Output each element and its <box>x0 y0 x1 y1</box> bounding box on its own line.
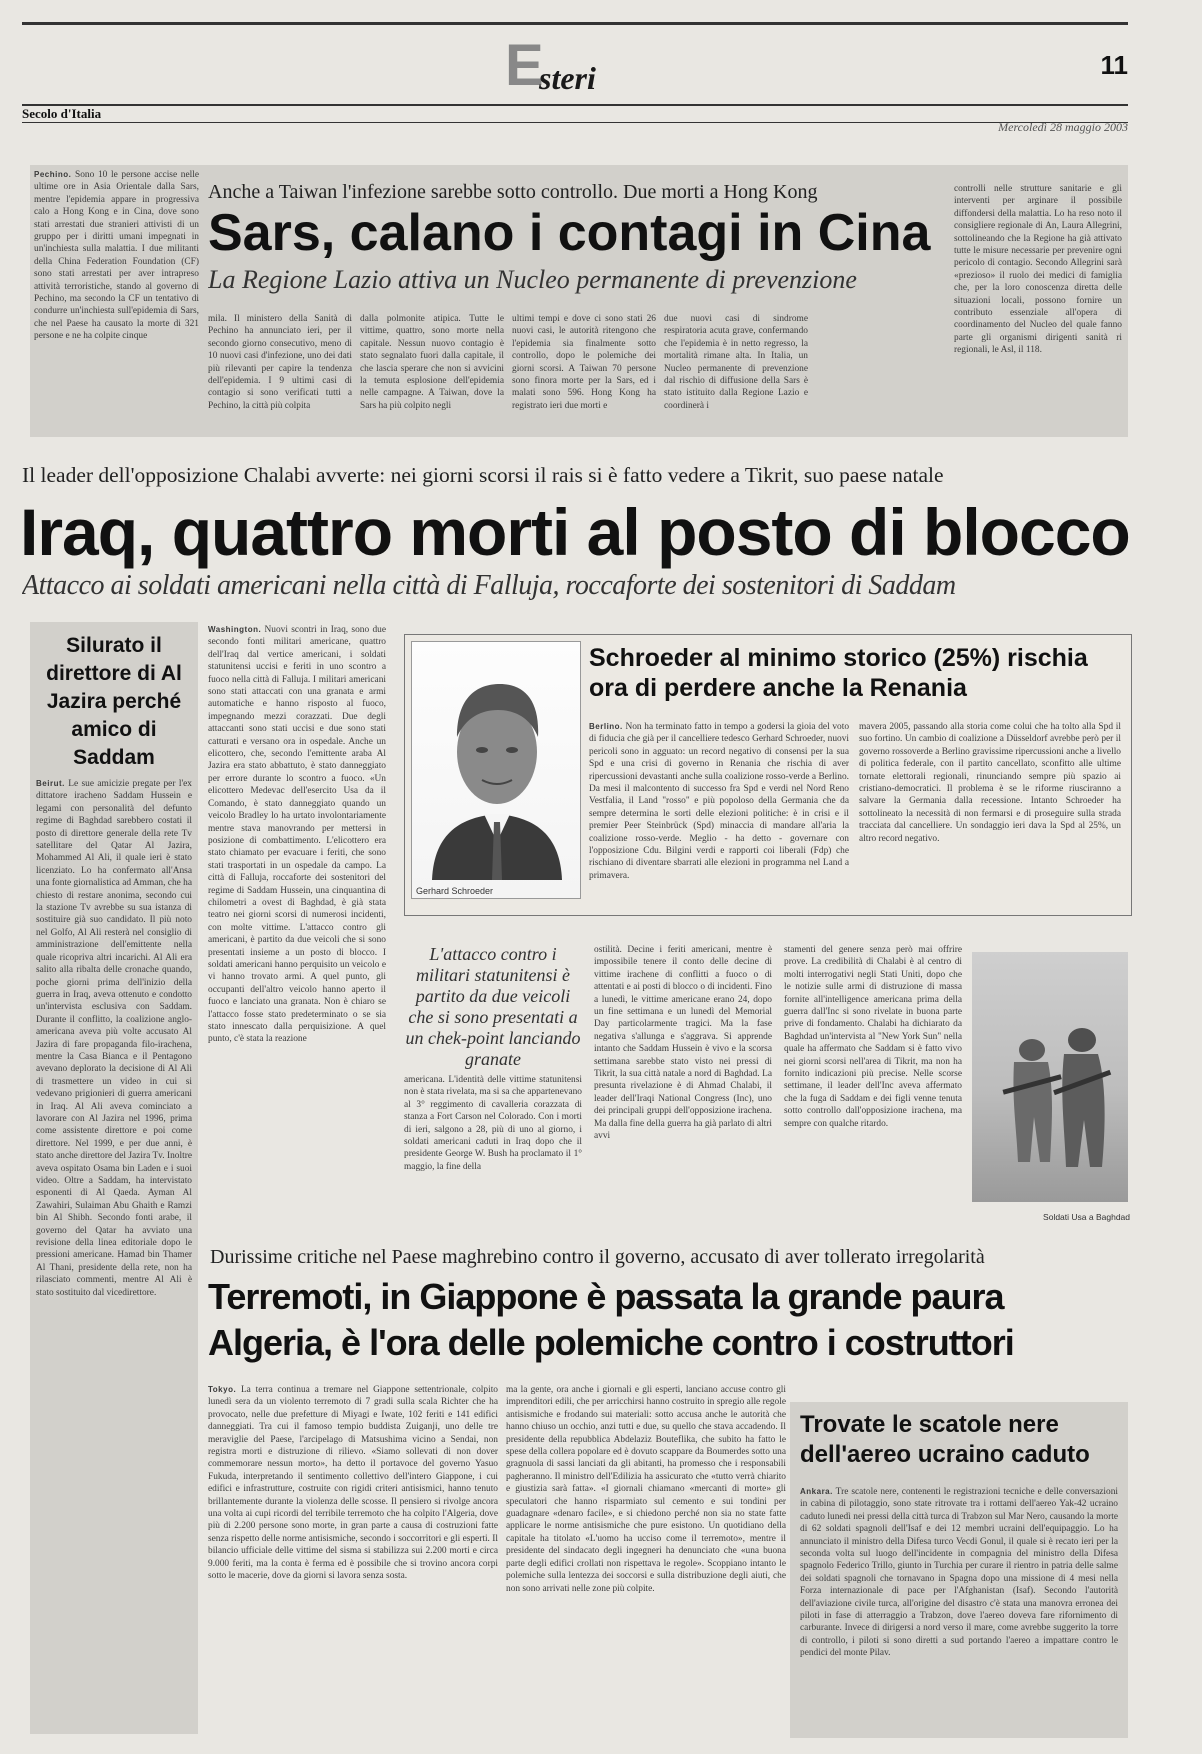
sars-col-4: due nuovi casi di sindrome respiratoria acuta grave, confermando che l'epidemia è in netto regresso, la mortalità rimane alta. In Italia, un Nucleo permanente di prevenzione dal rischio di diffusione della Sars è stato istituito dalla Regione Lazio e coordinerà i <box>664 314 808 411</box>
schroeder-col-1: Berlino. Non ha terminato fatto in tempo a godersi la gioia del voto di fiducia che già per il cancelliere tedesco Gerhard Schroeder, nuovi pericoli sono in agguato: un record negativo di consensi per la sua Spd e una crisi di governo in Renania che rischia di aver ripercussioni devastanti anche sulla coalizione rosso-verde a Berlino. Da mesi il malcontento di successo fra Spd e verdi nel Nord Reno Vestfalia, il Land "rosso" e più popoloso della Germania che da sempre determina le sorti delle elezioni politiche: è in crisi e il premier Peer Steinbrück (Spd) minaccia di mandare all'aria la coalizione rosso-verde. Meglio - ha detto - governare con l'opposizione Cdu. Bilgini verdi e rapporti coi liberali (Fdp) che rischiano di diventare sbarrati alle elezioni in programma nel Land a primavera. <box>589 722 849 881</box>
schroeder-portrait-icon <box>412 642 581 880</box>
schroeder-col-2: mavera 2005, passando alla storia come colui che ha tolto alla Spd il suo fortino. Un cambio di coalizione a Düsseldorf avrebbe però per il governo rossoverde a Berlino gravissime ripercussioni anche a livello di politica federale, con il partito cancellato, sconfitto alle ultime tornate elettorali regionali, rinunciando sempre più spazio ai cristiano-democratici. Il problema è se le riforme riusciranno a salvare la Germania dalla recessione. Intanto Schroeder ha sottolineato la necessità di non fermarsi e di proseguire sulla strada tracciata dal cancelliere. Un sondaggio ieri dava la Spd al 25%, un altro record negativo. <box>859 722 1121 844</box>
giappone-col-2: ma la gente, ora anche i giornali e gli esperti, lanciano accuse contro gli imprenditori edili, che per arricchirsi hanno costruito in spregio alle regole antisismiche e frodando sui materiali: sotto accusa anche le autorità che hanno chiuso un occhio, anzi tutti e due, su quello che stava accadendo. Il presidente della repubblica Abdelaziz Bouteflika, che subito ha fatto le spese della collera popolare ed è dovuto scappare da Boumerdes sotto una gragnuola di sassi lanciati da gli abitanti, ha promesso che i responsabili pagheranno. Il ministro dell'Edilizia ha assicurato che «tutto verrà chiarito e giustizia sarà fatta». «I giornali chiamano «mercanti di morte» gli speculatori che hanno risparmiato sul cemento e sui tondini per guadagnare «denaro facile», e si chiedono perché non sia no state fatte applicare le norme antisismiche che pure esistono. Un quotidiano della capitale ha titolato «L'uomo ha ucciso come il terremoto», mentre il presidente del sindacato degli ingegneri ha denunciato che «una buona parte degli edifici crollati non rispettava le regole». Scoppiano intanto le polemiche sulla lentezza dei soccorsi e sulla distribuzione degli aiuti, che non sono arrivati nelle zone più colpite. <box>506 1385 786 1594</box>
sars-side-text: Pechino. Sono 10 le persone accise nelle ultime ore in Asia Orientale dalla Sars, mentre l'epidemia appare in progressiva calo a Hong Kong e in Cina, dove sono stati arrestati due stranieri attivisti di un gruppo per i diritti umani impegnati in un'inchiesta sulla malattia. I due militanti della China Federation Foundation (CF) sono stati arrestati per aver intrapreso attività terroristiche, stando al governo di Pechino, ma secondo la CF un tentativo di condurre un'inchiesta sull'epidemia di Sars, che nel Paese ha causato la morte di 321 persone e ne ha colpite cinque <box>34 170 199 342</box>
soldiers-photo-caption: Soldati Usa a Baghdad <box>1043 1212 1130 1222</box>
iraq-col-3: ostilità. Decine i feriti americani, mentre è impossibile tenere il conto delle decine di vittime irachene di conflitti a fuoco o di attentati e ai posti di blocco o di incidenti. Fino a lunedì, le vittime americane erano 24, dopo un fine settimana e un lunedì del Memorial Day particolarmente tragici. Ma la fase negativa s'allunga e s'aggrava. Si apprende intanto che Saddam Hussein è vivo e la scorsa settimana sarebbe stato visto nei pressi di Tikrit, la sua città natale a nord di Baghdad. La presunta rivelazione è di Ahmad Chalabi, il leader dell'Iraqi National Congress (Inc), uno dei principali gruppi dell'opposizione irachena. Ma dalla fine della guerra ha già parlato di altri avvi <box>594 945 772 1142</box>
sars-headline: Sars, calano i contagi in Cina <box>208 204 931 262</box>
sars-col-2: dalla polmonite atipica. Tutte le vittime, quattro, sono morte nella capitale. Nessun nuovo contagio è stato segnalato fuori dalla capitale, il che lascia sperare che non si avvicini la temuta esplosione dell'epidemia nelle campagne. A Taiwan, dove la Sars ha più colpito negli <box>360 314 504 411</box>
iraq-col-4: stamenti del genere senza però mai offrire prove. La credibilità di Chalabi è al centro di molti interrogativi negli Stati Uniti, dopo che le notizie sulle armi di distruzione di massa fornite all'intelligence americana prima della guerra dall'Inc si sono rivelate in buona parte prive di fondamento. Chalabi ha dichiarato da Baghdad un'intervista al "New York Sun" nella quale ha affermato che Saddam si è fatto vivo nei giorni scorsi nell'area di Tikrit, ma non ha fornito indicazioni più precise. Nelle scorse settimane, il leader dell'Inc aveva affermato che la fuga di Saddam e dei figli venne tenuta sotto controllo dall'opposizione irachena, ma sempre con qualche ritardo. <box>784 945 962 1129</box>
giappone-kicker: Durissime critiche nel Paese maghrebino contro il governo, accusato di aver tollerato irregolarità <box>210 1246 985 1268</box>
sars-article <box>30 165 1128 437</box>
scatole-text: Ankara. Tre scatole nere, contenenti le registrazioni tecniche e delle conversazioni in cabina di pilotaggio, sono state ritrovate tra i rottami dell'aereo Yak-42 ucraino caduto lunedì nei pressi della città turca di Trabzon sul Mar Nero, causando la morte di 62 soldati spagnoli dell'Isaf e dei 12 membri ucraini dell'equipaggio. Lo ha annunciato il ministro della Difesa turco Vecdi Gonul, il quale si è recato ieri per la seconda volta sul luogo dell'incidente in compagnia del ministro della Difesa spagnolo Federico Trillo, giunto in Turchia per curare il rientro in patria delle salme dei soldati spagnoli che tornavano in Spagna dopo una missione di 4 mesi nella Forza internazionale di pace per l'Afghanistan (Isaf). Secondo l'autorità dell'aviazione civile turca, all'origine del disastro c'è stata una manovra erronea dei piloti in fase di atterraggio a Trabzon, dove l'aereo doveva fare rifornimento di carburante. Invece di dirigersi a nord verso il mare, come avrebbe suggerito la torre di controllo, i piloti si sono diretti a sud portando l'aereo a impattare contro le pendici del monte Pilav. <box>800 1487 1118 1659</box>
iraq-subhead: Attacco ai soldati americani nella città di Falluja, roccaforte dei sostenitori di Saddam <box>22 570 956 601</box>
scatole-headline: Trovate le scatole nere dell'aereo ucraino caduto <box>800 1411 1090 1468</box>
schroeder-headline: Schroeder al minimo storico (25%) rischia ora di perdere anche la Renania <box>589 644 1088 702</box>
schroeder-photo <box>411 641 581 899</box>
issue-date: Mercoledì 28 maggio 2003 <box>998 120 1128 134</box>
soldiers-icon <box>972 952 1128 1202</box>
giappone-col-1: Tokyo. La terra continua a tremare nel Giappone settentrionale, colpito lunedì sera da un violento terremoto di 7 gradi sulla scala Richter che ha provocato, nelle due prefetture di Miyagi e Iwate, 102 feriti e 141 edifici danneggiati. Tra cui il famoso tempio buddista Zuiganji, uno delle tre meraviglie del Paese, l'arcipelago di Matsushima vicino a Sendai, non registra morti e distruzione di rilievo. «Siamo sollevati di non dover commemorare nessun morto», ha detto il portavoce del governo Yasuo Fukuda, interpretando il sentimento collettivo dell'intero Giappone, i cui edifici e infrastrutture, costruite con rigidi criteri antisismici, hanno tenuto brillantemente durante la violenza delle scosse. Il pensiero si rivolge ancora una volta ai cupi ricordi del terribile terremoto che ha colpito l'Algeria, dove più di 2.200 persone sono morte, in gran parte a causa di costruzioni fatte senza rispetto delle norme antisismiche, secondo i soccorritori e gli esperti. Il bilancio ufficiale delle vittime del sisma si stabilizza sui 2.200 morti e circa 9.000 feriti, ma la conta è ferma ed è possibile che si trovino ancora corpi sotto le macerie, dove da giorni si lavora senza sosta. <box>208 1385 498 1582</box>
aljazira-box <box>30 622 198 1734</box>
schroeder-photo-caption: Gerhard Schroeder <box>416 886 494 896</box>
iraq-kicker: Il leader dell'opposizione Chalabi avverte: nei giorni scorsi il rais si è fatto vedere a Tikrit, suo paese natale <box>22 463 944 487</box>
iraq-col-2: americana. L'identità delle vittime statunitensi non è stata rivelata, ma si sa che appartenevano al 3° reggimento di cavalleria corazzata di stanza a Fort Carson nel Colorado. Con i morti di ieri, salgono a 28, più di uno al giorno, i soldati americani caduti in Iraq dopo che il presidente George W. Bush ha proclamato il 1° maggio, la fine della <box>404 1075 582 1172</box>
iraq-col-1: Washington. Nuovi scontri in Iraq, sono due secondo fonti militari americane, quattro dell'Iraq dal vertice americani, i soldati statunitensi uccisi e feriti in uno scontro a fuoco nella città di Falluja. I militari americani sono stati attaccati con una granata e armi automatiche e hanno risposto al fuoco, impegnando mezzi corazzati. Due degli attaccanti sono stati uccisi e due sono stati catturati e versano ora in ospedale. Anche un elicottero, che, secondo l'emittente araba Al Jazira era stato abbattuto, è stato danneggiato per errore durante lo scontro a fuoco. «Un elicottero Medevac dell'esercito Usa da il Comando, è stato danneggiato quando un veicolo Bradley lo ha urtato involontariamente mentre stava manovrando per mettersi in posizione di combattimento. L'elicottero era stato chiamato per evacuare i feriti, che sono stati trasportati in un ospedale da campo. La città di Falluja, roccaforte dei sostenitori del regime di Saddam Hussein, una cinquantina di chilometri a ovest di Baghdad, è già stata teatro nei giorni scorsi di numerosi incidenti, con molte vittime. L'attacco contro gli americani, è partito da due veicoli che si sono presentati insieme a un posto di blocco. I soldati americani hanno perquisito un veicolo e vi hanno trovato armi. A quel punto, gli occupanti dell'altro veicolo hanno aperto il fuoco e lanciato una granata. Non è chiaro se l'attacco fosse stato predeterminato o se sia stato innescato dalla perquisizione. A quel punto, c'è stata la reazione <box>208 625 386 1045</box>
section-title <box>505 34 665 104</box>
page-number: 11 <box>1100 50 1128 80</box>
section-rest: steri <box>539 60 596 96</box>
sars-subhead: La Regione Lazio attiva un Nucleo permanente di prevenzione <box>208 265 857 294</box>
paper-name: Secolo d'Italia <box>22 106 102 121</box>
sars-col-3: ultimi tempi e dove ci sono stati 26 nuovi casi, le autorità ritengono che l'epidemia sia finalmente sotto controllo, dopo le polemiche dei giorni scorsi. A Taiwan 70 persone sono finora morte per la Sars, ed i malati sono 596. Hong Kong ha registrato ieri due morti e <box>512 314 656 411</box>
schroeder-box <box>404 634 1132 916</box>
giappone-headline-2: Algeria, è l'ora delle polemiche contro i costruttori <box>208 1322 1014 1363</box>
sars-col-5: controlli nelle strutture sanitarie e gli interventi per arginare il possibile diffondersi della malattia. Lo ha reso noto il consigliere regionale di An, Laura Allegrini, sottolineando che la Regione ha già attivato tutte le misure necessarie per prevenire ogni pericolo di contagio. Secondo Allegrini sarà «prezioso» il ruolo dei medici di famiglia che, per la loro conoscenza diretta delle situazioni locali, possono fornire un contributo essenziale all'opera di coordinamento del Nucleo del quale fanno parte gli organismi dirigenti sanità ri regionali, le Asl, il 118. <box>954 184 1122 356</box>
aljazira-text: Beirut. Le sue amicizie pregate per l'ex dittatore iracheno Saddam Hussein e legami con personalità del defunto regime di Baghdad sarebbero costati il posto di direttore generale della rete Tv satellitare del Qatar Al Jazira, Mohammed Al Ali, il quale ieri è stato licenziato. Lo ha confermato all'Ansa una fonte giornalistica ad Amman, che ha chiesto di restare anonima, secondo cui la stazione Tv avrebbe su sua istanza di sostituire già suo candidato. Il più noto nel Golfo, Al Ali resterà nel consiglio di amministrazione dell'emittente nella quale ricopriva altri incarichi. Al Ali era salito alla ribalta delle cronache quando, poche giorni prima dell'inizio della guerra in Iraq, aveva ottenuto e condotto un'intervista esclusiva con Saddam. Durante il conflitto, la coalizione anglo-americana aveva più volte accusato Al Jazira di fare propaganda filo-irachena, mentre la Casa Bianca e il Pentagono avevano deplorato la decisione di Al Ali di trasmettere un video in cui si vedevano prigionieri di guerra americani in Iraq. Al Ali aveva cominciato a lavorare con Al Jazira nel 1996, prima come assistente direttore e poi come direttore. Nel 1999, e per due anni, è stato anche direttore del Jazira Tv. Inoltre aveva ospitato Osama bin Laden e i suoi video. Oltre a Saddam, ha intervistato esponenti di Al Qaeda. Ayman Al Zawahiri, Sulaiman Abu Ghaith e Ramzi bin Al Shibh. Secondo fonti arabe, il governo del Qatar ha avviato una revisione della linea editoriale dopo le pressioni americane. Hamad bin Thamer Al Thani, presidente della rete, non ha rilasciato commenti, mentre Al Ali è stato sostituito dal vicedirettore. <box>36 779 192 1298</box>
section-initial: E <box>505 34 544 98</box>
giappone-headline-1: Terremoti, in Giappone è passata la grande paura <box>208 1276 1004 1317</box>
soldiers-photo <box>972 952 1128 1202</box>
scatole-box <box>790 1402 1128 1738</box>
sars-col-1: mila. Il ministero della Sanità di Pechino ha annunciato ieri, per il secondo giorno consecutivo, meno di 10 nuovi casi d'infezione, uno dei dati più rilevanti per capire la tendenza dell'epidemia. I 9 ultimi casi di contagio si sono verificati tutti a Pechino, la città più colpita <box>208 314 352 411</box>
iraq-pull-quote: L'attacco contro i militari statunitensi è partito da due veicoli che si sono presentati a un chek-point lanciando granate <box>405 944 581 1069</box>
sars-kicker: Anche a Taiwan l'infezione sarebbe sotto controllo. Due morti a Hong Kong <box>208 181 818 203</box>
iraq-headline: Iraq, quattro morti al posto di blocco <box>20 495 1130 569</box>
aljazira-headline: Silurato il direttore di Al Jazira perché amico di Saddam <box>46 634 182 769</box>
